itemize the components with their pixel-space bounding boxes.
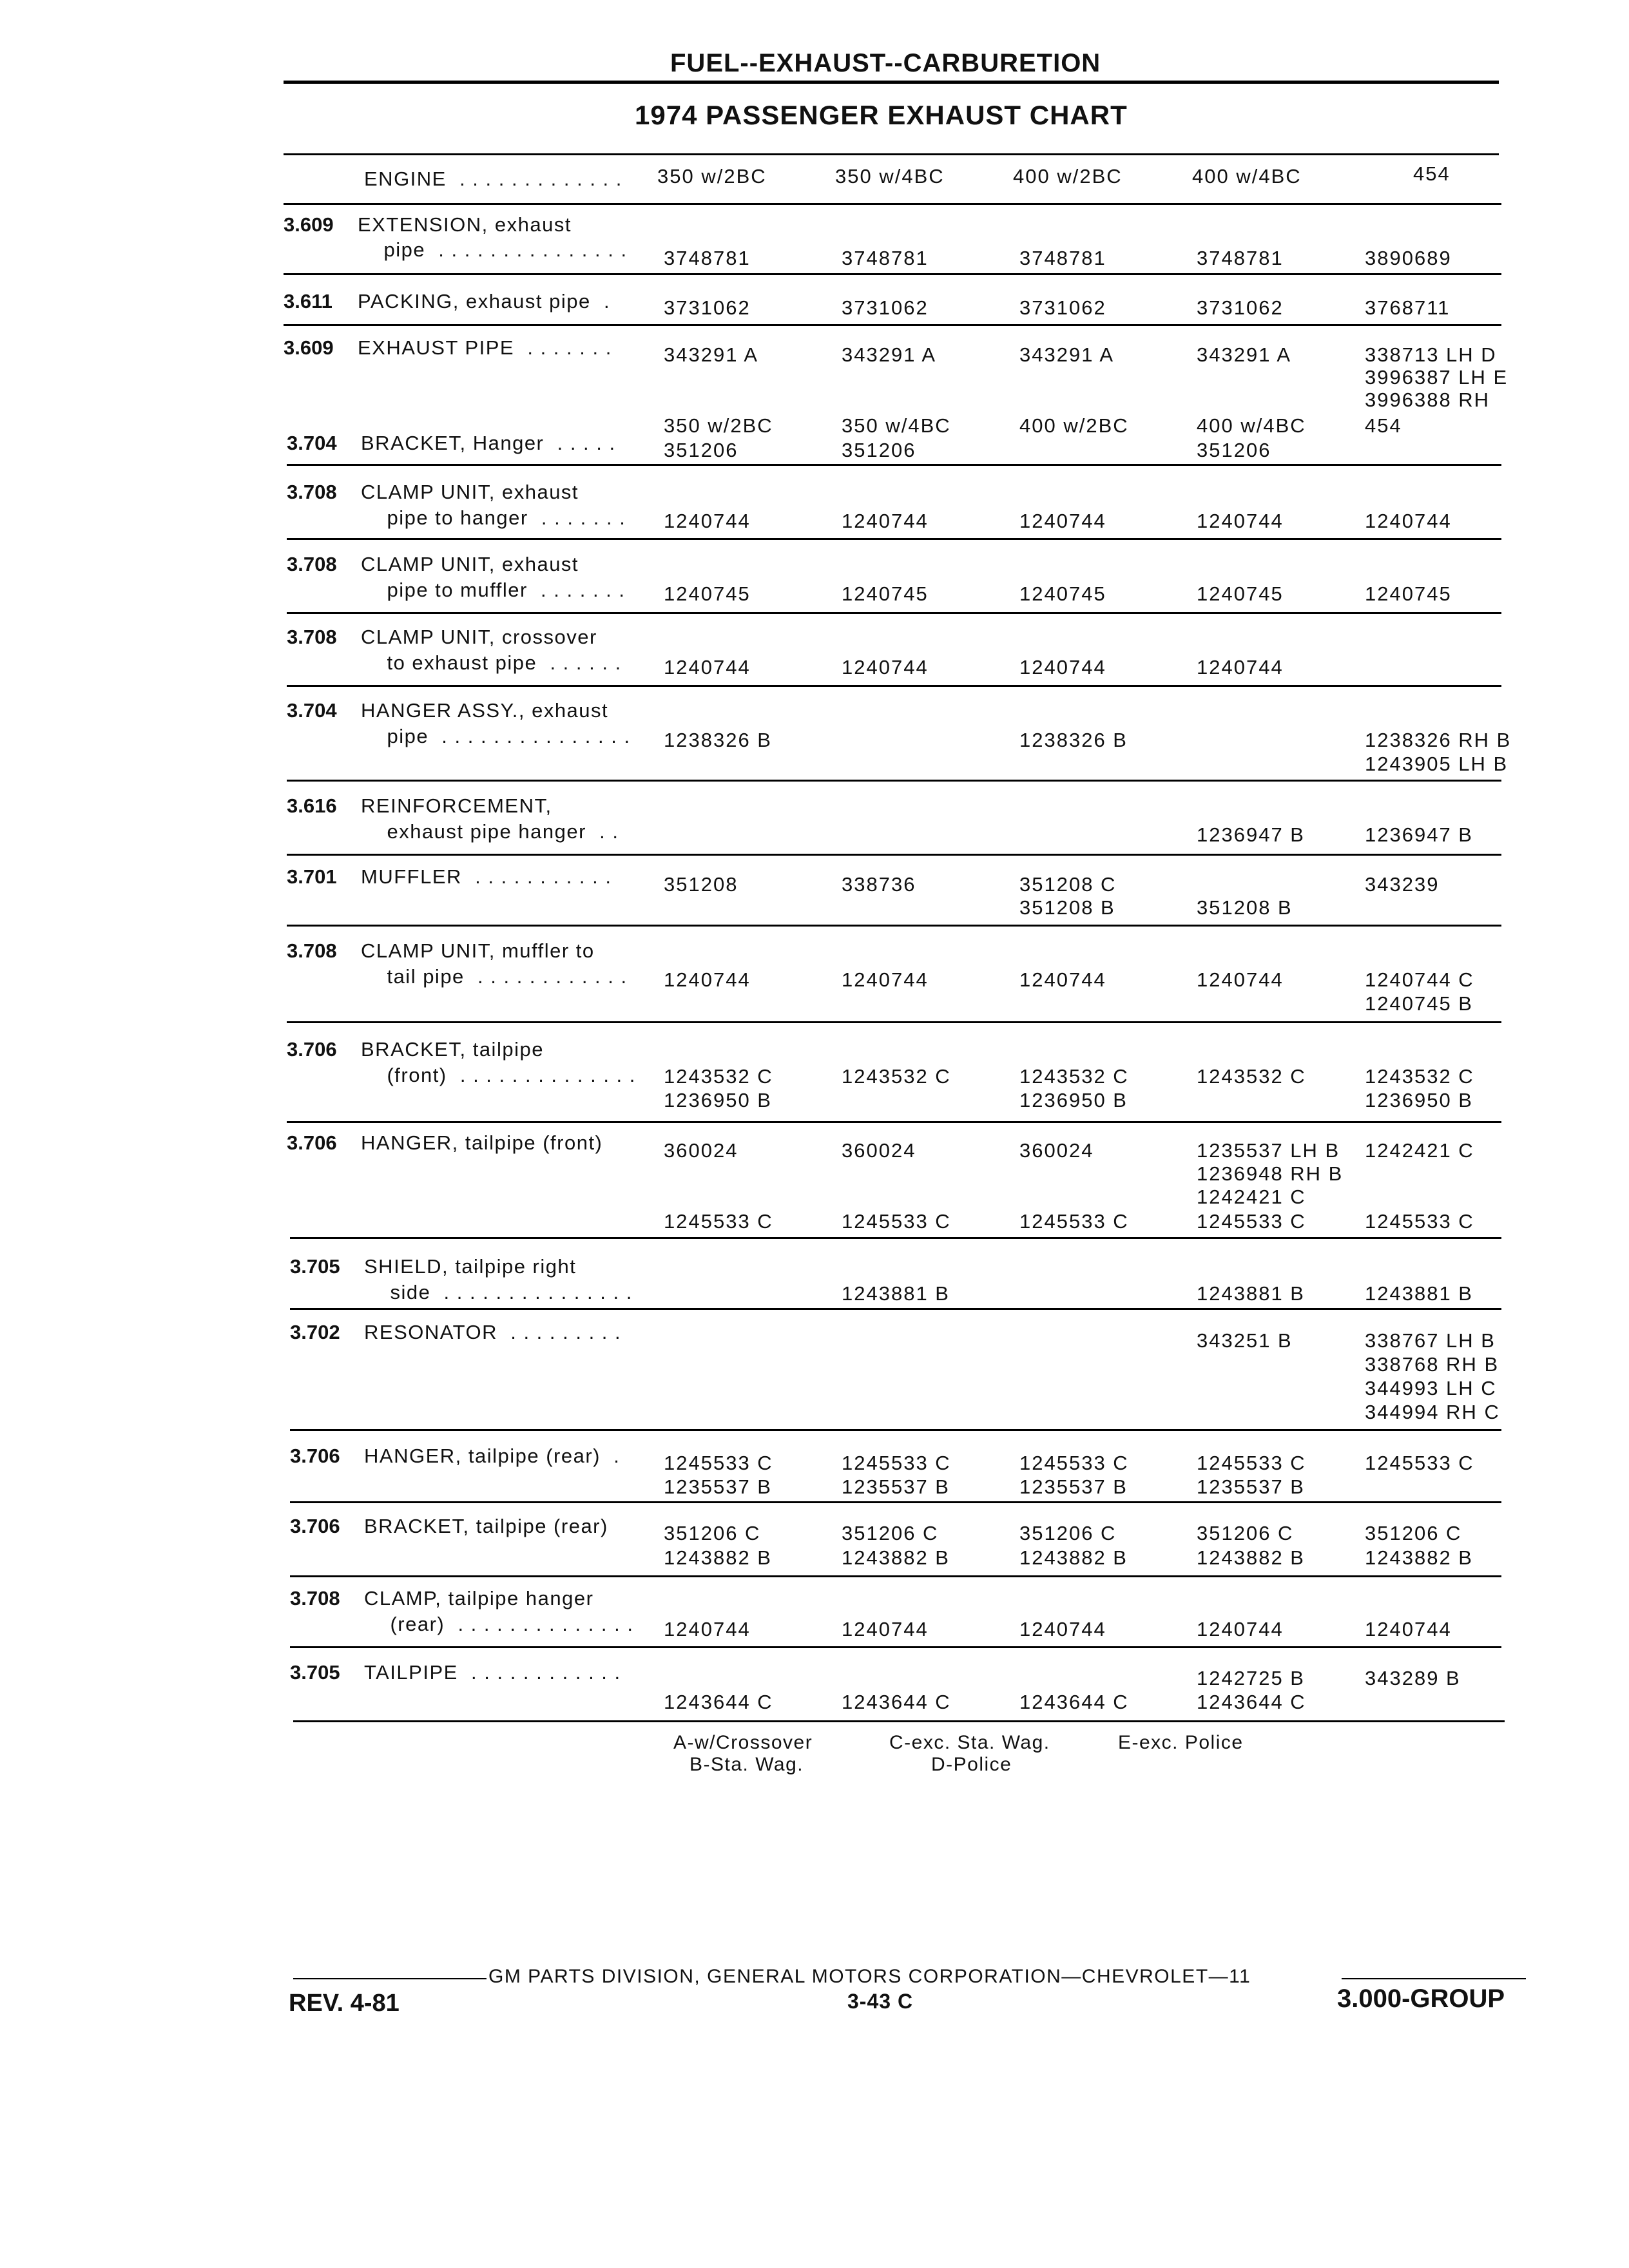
part-number-cell: 1243882 B (664, 1546, 772, 1569)
part-number-cell: 1240744 (1365, 1618, 1452, 1640)
part-description: tail pipe . . . . . . . . . . . . (361, 965, 628, 988)
part-description: MUFFLER . . . . . . . . . . . (361, 865, 612, 888)
engine-label: ENGINE . . . . . . . . . . . . . (364, 168, 622, 190)
part-number-cell: 1238326 B (664, 729, 772, 751)
part-number-cell: 3731062 (1197, 296, 1284, 319)
part-description: CLAMP UNIT, exhaust (361, 553, 579, 575)
group-number: 3.705 (290, 1255, 340, 1278)
part-number-cell: 1240744 (1197, 1618, 1284, 1640)
part-number-cell: 1240745 B (1365, 992, 1473, 1015)
part-number-cell: 3890689 (1365, 247, 1452, 269)
part-number-cell: 1243881 B (842, 1282, 950, 1305)
engine-header-3: 400 w/2BC (1013, 165, 1123, 187)
part-number-cell: 1245533 C (1197, 1452, 1306, 1474)
part-number-cell: 351206 (664, 439, 738, 461)
part-number-cell: 1245533 C (842, 1452, 951, 1474)
part-number-cell: 1236947 B (1365, 823, 1473, 846)
part-description: HANGER, tailpipe (front) (361, 1131, 603, 1154)
part-number-cell: 350 w/4BC (842, 414, 951, 437)
part-number-cell: 1240744 (1019, 968, 1106, 991)
part-number-cell: 1245533 C (842, 1210, 951, 1233)
part-description: EXTENSION, exhaust (358, 213, 572, 236)
part-number-cell: 1242421 C (1365, 1139, 1474, 1162)
part-number-cell: 1240745 (1019, 582, 1106, 605)
part-number-cell: 351208 C (1019, 873, 1117, 896)
part-number-cell: 1242421 C (1197, 1186, 1306, 1208)
part-number-cell: 343291 A (842, 343, 937, 366)
part-number-cell: 3731062 (664, 296, 751, 319)
part-number-cell: 1243532 C (1197, 1065, 1306, 1088)
legend-d: D-Police (931, 1754, 1012, 1775)
part-number-cell: 1243532 C (1019, 1065, 1129, 1088)
group-label: 3.000-GROUP (1337, 1984, 1505, 2013)
header-rule (284, 81, 1499, 84)
row-rule (287, 538, 1501, 540)
group-number: 3.702 (290, 1321, 340, 1343)
part-number-cell: 351206 C (1197, 1522, 1294, 1544)
part-description: CLAMP, tailpipe hanger (364, 1587, 594, 1610)
row-rule (284, 203, 1501, 205)
footer-rule-right (1342, 1978, 1526, 1979)
part-number-cell: 338736 (842, 873, 916, 896)
part-description: BRACKET, Hanger . . . . . (361, 432, 616, 454)
part-description: (front) . . . . . . . . . . . . . . (361, 1064, 636, 1086)
part-number-cell: 1240745 (1365, 582, 1452, 605)
part-number-cell: 351208 B (1019, 896, 1115, 919)
part-description: HANGER, tailpipe (rear) . (364, 1445, 621, 1467)
part-number-cell: 344993 LH C (1365, 1377, 1497, 1399)
part-number-cell: 343251 B (1197, 1329, 1293, 1352)
row-rule (290, 1429, 1501, 1431)
row-rule (287, 612, 1501, 614)
group-number: 3.706 (287, 1038, 337, 1061)
group-number: 3.708 (287, 553, 337, 575)
part-description: PACKING, exhaust pipe . (358, 290, 611, 312)
part-number-cell: 1236950 B (664, 1089, 772, 1111)
part-number-cell: 1243644 C (842, 1691, 951, 1713)
part-description: BRACKET, tailpipe (rear) (364, 1515, 608, 1537)
part-number-cell: 1243882 B (1197, 1546, 1305, 1569)
row-rule (290, 1646, 1501, 1648)
part-number-cell: 1243882 B (1365, 1546, 1473, 1569)
part-number-cell: 338767 LH B (1365, 1329, 1496, 1352)
part-number-cell: 1240744 (1019, 510, 1106, 532)
group-number: 3.611 (284, 290, 333, 312)
part-number-cell: 400 w/4BC (1197, 414, 1306, 437)
row-rule (287, 925, 1501, 927)
part-number-cell: 1236948 RH B (1197, 1162, 1344, 1185)
table-bottom-rule (293, 1720, 1505, 1722)
part-number-cell: 1243905 LH B (1365, 753, 1509, 775)
part-number-cell: 1243882 B (1019, 1546, 1128, 1569)
part-description: CLAMP UNIT, muffler to (361, 939, 595, 962)
engine-header-1: 350 w/2BC (657, 165, 767, 187)
group-number: 3.706 (287, 1131, 337, 1154)
section-title: FUEL--EXHAUST--CARBURETION (670, 49, 1101, 77)
part-number-cell: 1240744 (842, 968, 929, 991)
part-description: pipe . . . . . . . . . . . . . . . (361, 725, 631, 747)
part-number-cell: 1240744 (1019, 1618, 1106, 1640)
part-number-cell: 1243644 C (1019, 1691, 1129, 1713)
part-number-cell: 1240745 (664, 582, 751, 605)
group-number: 3.706 (290, 1515, 340, 1537)
group-number: 3.701 (287, 865, 337, 888)
legend-b: B-Sta. Wag. (689, 1754, 804, 1775)
part-description: EXHAUST PIPE . . . . . . . (358, 336, 612, 359)
part-number-cell: 3731062 (842, 296, 929, 319)
part-description: exhaust pipe hanger . . (361, 820, 619, 843)
row-rule (284, 324, 1501, 326)
part-number-cell: 1245533 C (664, 1210, 773, 1233)
part-number-cell: 344994 RH C (1365, 1401, 1500, 1423)
part-number-cell: 351206 C (1365, 1522, 1462, 1544)
row-rule (287, 854, 1501, 856)
part-number-cell: 1240744 (664, 1618, 751, 1640)
row-rule (287, 780, 1501, 782)
row-rule (290, 1308, 1501, 1310)
part-number-cell: 1240744 (1365, 510, 1452, 532)
part-description: TAILPIPE . . . . . . . . . . . . (364, 1661, 621, 1684)
group-number: 3.616 (287, 794, 337, 817)
part-number-cell: 1243532 C (1365, 1065, 1474, 1088)
part-number-cell: 1240744 C (1365, 968, 1474, 991)
part-number-cell: 3731062 (1019, 296, 1106, 319)
part-number-cell: 1240744 (1197, 656, 1284, 678)
group-number: 3.705 (290, 1661, 340, 1684)
group-number: 3.708 (287, 626, 337, 648)
part-description: RESONATOR . . . . . . . . . (364, 1321, 622, 1343)
part-number-cell: 1245533 C (1019, 1452, 1129, 1474)
part-number-cell: 1245533 C (664, 1452, 773, 1474)
group-number: 3.708 (287, 481, 337, 503)
part-number-cell: 351208 B (1197, 896, 1293, 919)
part-number-cell: 1235537 B (1197, 1475, 1305, 1498)
part-number-cell: 1240744 (1197, 510, 1284, 532)
footer-rule-left (293, 1978, 487, 1979)
group-number: 3.708 (290, 1587, 340, 1610)
group-number: 3.704 (287, 699, 337, 722)
part-number-cell: 3748781 (842, 247, 929, 269)
part-number-cell: 351206 C (1019, 1522, 1117, 1544)
row-rule (287, 1021, 1501, 1023)
part-number-cell: 1235537 B (842, 1475, 950, 1498)
part-number-cell: 351206 C (664, 1522, 761, 1544)
part-description: CLAMP UNIT, crossover (361, 626, 597, 648)
group-number: 3.609 (284, 213, 334, 236)
part-number-cell: 1240744 (1197, 968, 1284, 991)
part-number-cell: 1245533 C (1365, 1452, 1474, 1474)
part-number-cell: 1243881 B (1365, 1282, 1473, 1305)
part-number-cell: 343291 A (664, 343, 759, 366)
row-rule (284, 273, 1501, 275)
part-number-cell: 343239 (1365, 873, 1440, 896)
part-number-cell: 1240744 (1019, 656, 1106, 678)
part-number-cell: 454 (1365, 414, 1402, 437)
part-number-cell: 343291 A (1019, 343, 1115, 366)
part-number-cell: 1240744 (664, 510, 751, 532)
part-number-cell: 1235537 B (664, 1475, 772, 1498)
part-number-cell: 1245533 C (1019, 1210, 1129, 1233)
part-description: REINFORCEMENT, (361, 794, 552, 817)
part-number-cell: 3748781 (1019, 247, 1106, 269)
part-number-cell: 1240745 (842, 582, 929, 605)
part-number-cell: 1243644 C (1197, 1691, 1306, 1713)
part-number-cell: 343291 A (1197, 343, 1292, 366)
part-number-cell: 1243532 C (842, 1065, 951, 1088)
part-number-cell: 1243644 C (664, 1691, 773, 1713)
footer-publisher: GM PARTS DIVISION, GENERAL MOTORS CORPORATION—CHEVROLET—11 (488, 1966, 1251, 1987)
row-rule (290, 1575, 1501, 1577)
part-number-cell: 3748781 (664, 247, 751, 269)
part-description: side . . . . . . . . . . . . . . . (364, 1281, 633, 1303)
group-number: 3.609 (284, 336, 334, 359)
engine-header-4: 400 w/4BC (1192, 165, 1302, 187)
part-number-cell: 1235537 B (1019, 1475, 1128, 1498)
part-number-cell: 1238326 RH B (1365, 729, 1512, 751)
page-number: 3-43 C (847, 1990, 914, 2013)
revision-label: REV. 4-81 (289, 1990, 400, 2017)
group-number: 3.706 (290, 1445, 340, 1467)
part-number-cell: 1242725 B (1197, 1667, 1305, 1689)
part-description: to exhaust pipe . . . . . . (361, 651, 622, 674)
part-number-cell: 351208 (664, 873, 738, 896)
part-number-cell: 351206 (1197, 439, 1271, 461)
row-rule (287, 685, 1501, 687)
chart-title: 1974 PASSENGER EXHAUST CHART (635, 100, 1128, 130)
part-description: BRACKET, tailpipe (361, 1038, 544, 1061)
part-number-cell: 1243881 B (1197, 1282, 1305, 1305)
table-top-rule (284, 153, 1499, 155)
part-number-cell: 1240744 (842, 510, 929, 532)
part-number-cell: 351206 C (842, 1522, 939, 1544)
part-description: CLAMP UNIT, exhaust (361, 481, 579, 503)
part-number-cell: 360024 (664, 1139, 738, 1162)
part-description: (rear) . . . . . . . . . . . . . . (364, 1613, 634, 1635)
row-rule (287, 464, 1501, 466)
part-number-cell: 3768711 (1365, 296, 1451, 319)
part-number-cell: 360024 (842, 1139, 916, 1162)
part-number-cell: 3748781 (1197, 247, 1284, 269)
part-number-cell: 1236950 B (1365, 1089, 1473, 1111)
legend-e: E-exc. Police (1118, 1732, 1244, 1753)
legend-a: A-w/Crossover (673, 1732, 813, 1753)
part-number-cell: 338768 RH B (1365, 1353, 1499, 1376)
part-number-cell: 1240744 (842, 1618, 929, 1640)
engine-header-5: 454 (1413, 162, 1451, 185)
row-rule (290, 1501, 1501, 1503)
part-number-cell: 1235537 LH B (1197, 1139, 1340, 1162)
row-rule (290, 1237, 1501, 1239)
part-number-cell: 350 w/2BC (664, 414, 773, 437)
part-number-cell: 1240744 (664, 656, 751, 678)
part-number-cell: 351206 (842, 439, 916, 461)
part-number-cell: 3996387 LH E (1365, 366, 1509, 389)
part-number-cell: 1245533 C (1365, 1210, 1474, 1233)
engine-header-2: 350 w/4BC (835, 165, 945, 187)
part-number-cell: 338713 LH D (1365, 343, 1497, 366)
part-number-cell: 1243532 C (664, 1065, 773, 1088)
part-number-cell: 1245533 C (1197, 1210, 1306, 1233)
part-number-cell: 1240744 (842, 656, 929, 678)
part-number-cell: 400 w/2BC (1019, 414, 1129, 437)
part-description: pipe to hanger . . . . . . . (361, 506, 626, 529)
part-description: pipe to muffler . . . . . . . (361, 579, 626, 601)
part-number-cell: 3996388 RH (1365, 389, 1490, 411)
part-number-cell: 343289 B (1365, 1667, 1461, 1689)
group-number: 3.704 (287, 432, 337, 454)
part-number-cell: 360024 (1019, 1139, 1094, 1162)
part-description: SHIELD, tailpipe right (364, 1255, 577, 1278)
part-number-cell: 1238326 B (1019, 729, 1128, 751)
part-description: HANGER ASSY., exhaust (361, 699, 609, 722)
part-number-cell: 1236947 B (1197, 823, 1305, 846)
row-rule (287, 1121, 1501, 1123)
part-description: pipe . . . . . . . . . . . . . . . (358, 238, 628, 261)
part-number-cell: 1240745 (1197, 582, 1284, 605)
legend-c: C-exc. Sta. Wag. (889, 1732, 1050, 1753)
part-number-cell: 1243882 B (842, 1546, 950, 1569)
part-number-cell: 1236950 B (1019, 1089, 1128, 1111)
part-number-cell: 1240744 (664, 968, 751, 991)
group-number: 3.708 (287, 939, 337, 962)
